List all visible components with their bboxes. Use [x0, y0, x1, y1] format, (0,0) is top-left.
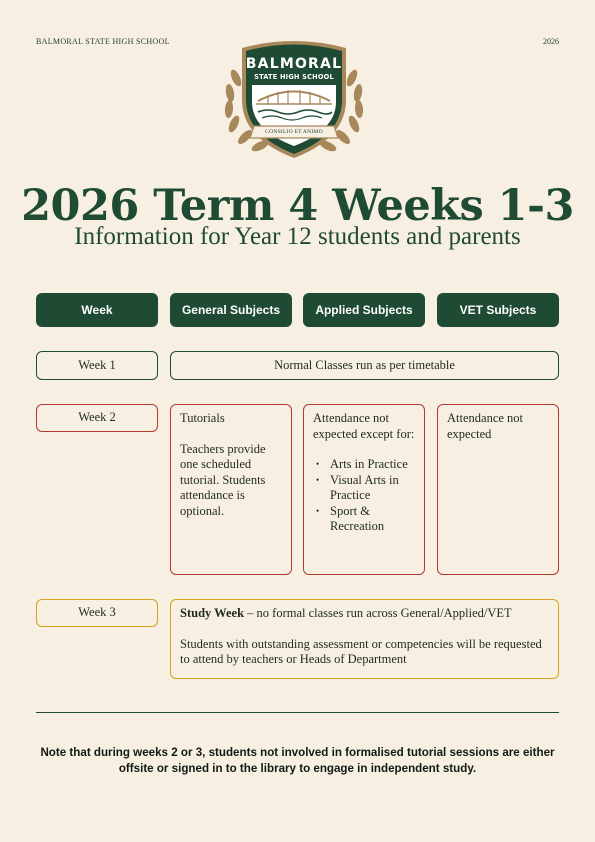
footer-note: Note that during weeks 2 or 3, students not involved in formalised tutorial sessions are either offsite or signed in to the library to engage in independent study.: [40, 746, 555, 775]
page-subtitle: Information for Year 12 students and parents: [74, 223, 521, 250]
crest-motto: CONSILIO ET ANIMO: [265, 129, 323, 135]
list-item: • Visual Arts in Practice: [313, 473, 415, 504]
page-title: 2026 Term 4 Weeks 1-3: [21, 181, 574, 231]
study-week-label: Study Week: [180, 606, 245, 620]
list-item: • Sport & Recreation: [313, 504, 415, 535]
week-2-general-body: Teachers provide one scheduled tutorial. Students attendance is optional.: [180, 441, 266, 518]
list-item: • Arts in Practice: [313, 457, 415, 473]
week-2-general-heading: Tutorials: [180, 411, 225, 425]
column-header-general: General Subjects: [170, 293, 292, 327]
week-2-vet-text: Attendance not expected: [447, 411, 524, 441]
crest-school-subname: STATE HIGH SCHOOL: [254, 73, 334, 81]
week-3-label: Week 3: [36, 599, 158, 627]
school-name-header: BALMORAL STATE HIGH SCHOOL: [36, 37, 170, 46]
week-1-all-subjects: Normal Classes run as per timetable: [170, 351, 559, 380]
week-3-all-subjects: [170, 599, 559, 679]
week-2-applied: [303, 404, 425, 575]
week-2-applied-intro: Attendance not expected except for:: [313, 411, 415, 441]
week-2-general: [170, 404, 292, 575]
week-1-label: Week 1: [36, 351, 158, 380]
week-3-first-line: [180, 606, 549, 622]
column-header-applied: Applied Subjects: [303, 293, 425, 327]
divider: [36, 712, 559, 713]
school-crest: [218, 38, 370, 162]
column-header-week: Week: [36, 293, 158, 327]
week-2-label: Week 2: [36, 404, 158, 432]
crest-school-name: BALMORAL: [245, 56, 343, 72]
year-header: 2026: [543, 37, 559, 46]
column-header-vet: VET Subjects: [437, 293, 559, 327]
study-week-detail: – no formal classes run across General/Applied/VET: [244, 606, 512, 620]
week-2-vet: [437, 404, 559, 575]
week-2-applied-list: [313, 457, 415, 535]
week-3-second-paragraph: Students with outstanding assessment or competencies will be requested to attend by teachers or Heads of Department: [180, 636, 542, 666]
